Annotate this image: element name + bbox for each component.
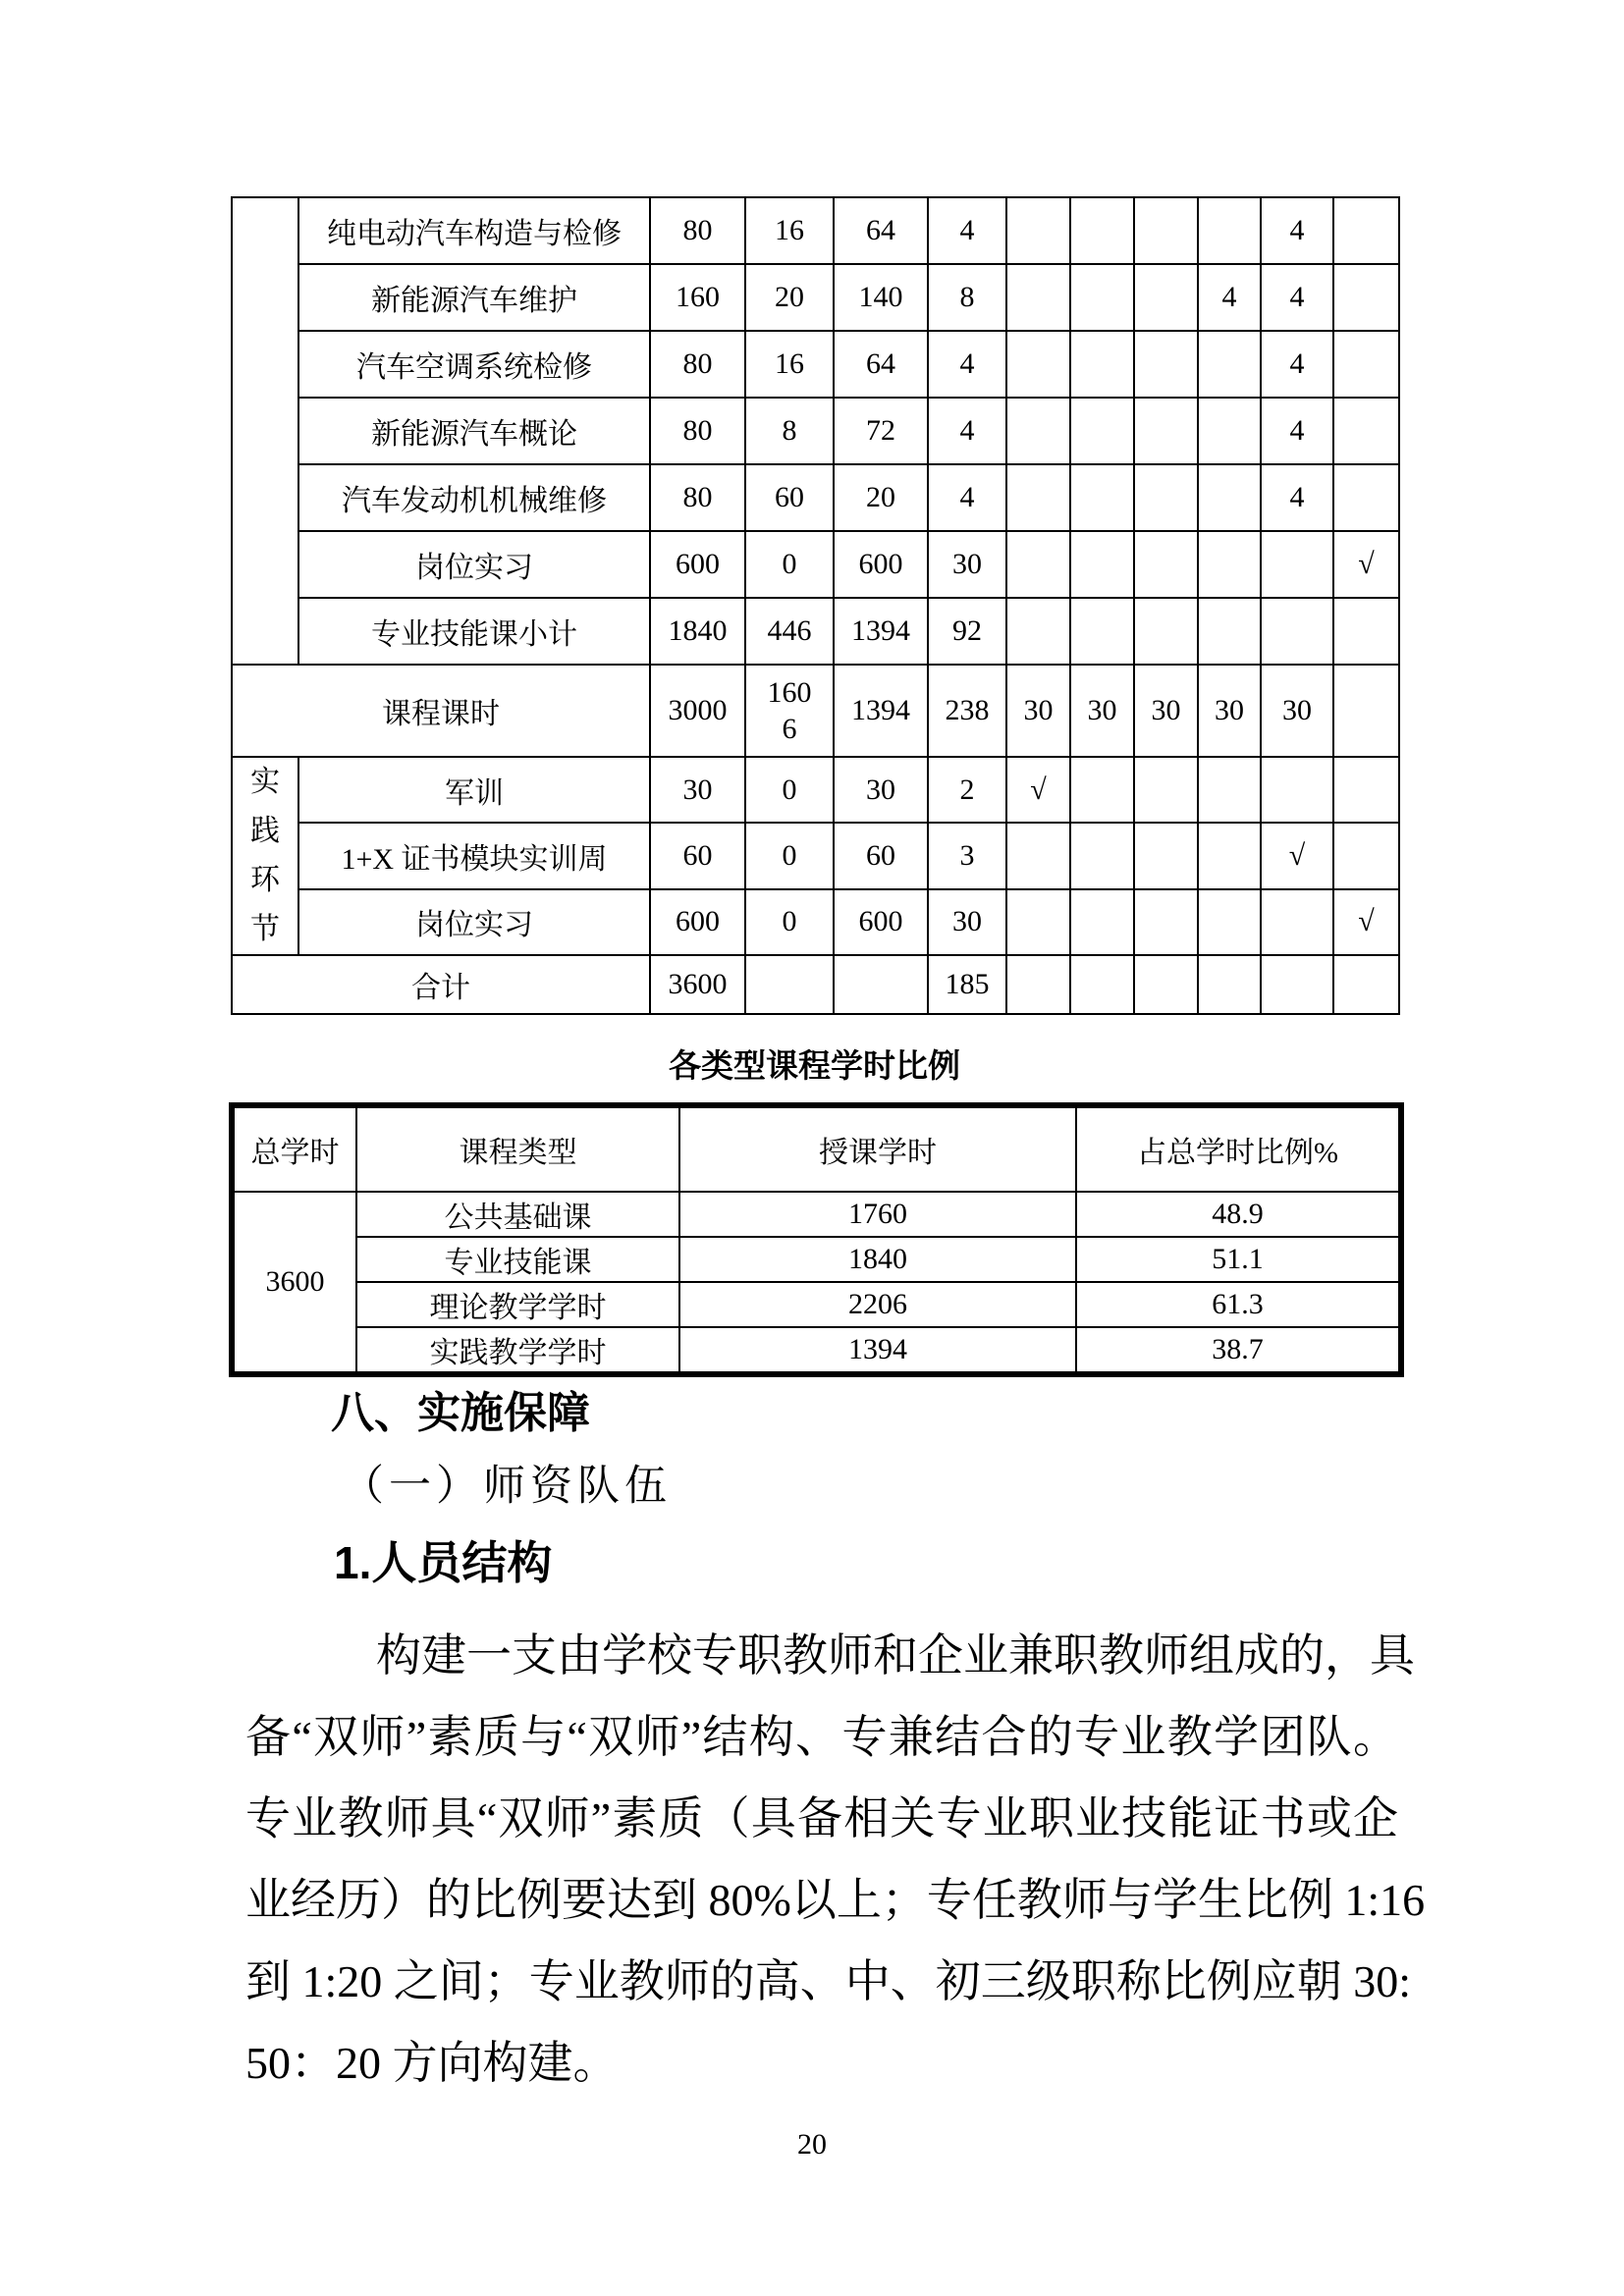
- page-number: 20: [797, 2128, 827, 2161]
- value-cell: 64: [834, 197, 928, 264]
- value-cell: [1198, 531, 1261, 598]
- value-cell: 600: [650, 531, 745, 598]
- value-cell: [1134, 889, 1198, 955]
- table-row: [232, 1282, 1401, 1327]
- value-cell: 600: [834, 531, 928, 598]
- table-row: [232, 889, 1399, 955]
- hours-cell: 1840: [679, 1237, 1076, 1282]
- value-cell: 20: [834, 464, 928, 531]
- value-cell: 0: [745, 531, 834, 598]
- value-cell: [1198, 331, 1261, 398]
- value-cell: 600: [650, 889, 745, 955]
- value-cell: [1070, 264, 1134, 331]
- curriculum-table-body: [232, 197, 1399, 1014]
- value-cell: [1070, 331, 1134, 398]
- value-cell: [1198, 464, 1261, 531]
- value-cell: [1134, 531, 1198, 598]
- value-cell: 4: [928, 464, 1006, 531]
- value-cell: 30: [650, 757, 745, 823]
- paragraph-line: 备“双师”素质与“双师”结构、专兼结合的专业教学团队。: [245, 1712, 1398, 1762]
- table-row: [232, 1327, 1401, 1374]
- course-name-cell: 合计: [232, 955, 650, 1014]
- header-percentage: 占总学时比例%: [1076, 1105, 1401, 1192]
- value-cell: 8: [928, 264, 1006, 331]
- course-name-cell: 专业技能课小计: [298, 598, 650, 665]
- table-row: [232, 464, 1399, 531]
- value-cell: [1070, 889, 1134, 955]
- table-row: [232, 331, 1399, 398]
- total-hours-cell: 3600: [232, 1192, 356, 1374]
- value-cell: [1134, 955, 1198, 1014]
- table-row: [232, 665, 1399, 757]
- checkmark-cell: √: [1333, 531, 1399, 598]
- value-cell: 4: [1261, 331, 1333, 398]
- value-cell: [1134, 823, 1198, 888]
- value-cell: 30: [1006, 665, 1070, 757]
- value-cell: [1261, 531, 1333, 598]
- value-cell: 3600: [650, 955, 745, 1014]
- value-cell: [1198, 757, 1261, 823]
- course-name-cell: 课程课时: [232, 665, 650, 757]
- hours-cell: 1394: [679, 1327, 1076, 1374]
- hours-cell: 1760: [679, 1192, 1076, 1237]
- value-cell: [1198, 598, 1261, 665]
- value-cell: 60: [650, 823, 745, 888]
- value-cell: [1333, 823, 1399, 888]
- course-type-cell: 实践教学学时: [356, 1327, 679, 1374]
- checkmark-cell: √: [1006, 757, 1070, 823]
- value-cell: [1333, 665, 1399, 757]
- value-cell: [1333, 331, 1399, 398]
- value-cell: [1198, 398, 1261, 464]
- table-row: [232, 823, 1399, 888]
- value-cell: 80: [650, 197, 745, 264]
- category-cell: [232, 757, 298, 955]
- ratio-table-title: 各类型课程学时比例: [669, 1047, 960, 1084]
- table-row: [232, 757, 1399, 823]
- value-cell: 0: [745, 757, 834, 823]
- value-cell: 30: [834, 757, 928, 823]
- paragraph-line: 到 1:20 之间；专业教师的高、中、初三级职称比例应朝 30:: [245, 1956, 1412, 2006]
- value-cell: 4: [1261, 197, 1333, 264]
- course-name-cell: 汽车发动机机械维修: [298, 464, 650, 531]
- hour-ratio-table: [229, 1102, 1404, 1377]
- value-cell: 238: [928, 665, 1006, 757]
- table-header-row: [232, 1105, 1401, 1192]
- value-cell: [1333, 464, 1399, 531]
- value-cell: 80: [650, 398, 745, 464]
- value-cell: 3: [928, 823, 1006, 888]
- table-row: [232, 1192, 1401, 1237]
- checkmark-cell: √: [1261, 823, 1333, 888]
- value-cell: 30: [1198, 665, 1261, 757]
- value-cell: [1333, 757, 1399, 823]
- value-cell: 20: [745, 264, 834, 331]
- value-cell: [834, 955, 928, 1014]
- value-cell: [1070, 598, 1134, 665]
- curriculum-hours-table: [231, 196, 1400, 1015]
- value-cell: 600: [834, 889, 928, 955]
- value-cell: [1134, 398, 1198, 464]
- value-cell: [1333, 955, 1399, 1014]
- value-cell: [1006, 464, 1070, 531]
- value-cell: 4: [1198, 264, 1261, 331]
- value-cell: 16: [745, 331, 834, 398]
- value-cell: [1261, 955, 1333, 1014]
- value-cell: 72: [834, 398, 928, 464]
- table-row: [232, 531, 1399, 598]
- category-cell: [232, 197, 298, 665]
- value-cell: 446: [745, 598, 834, 665]
- course-name-cell: 军训: [298, 757, 650, 823]
- header-total-hours: 总学时: [232, 1105, 356, 1192]
- value-cell: [1070, 464, 1134, 531]
- value-cell: [1134, 464, 1198, 531]
- course-name-cell: 新能源汽车概论: [298, 398, 650, 464]
- value-cell: 60: [834, 823, 928, 888]
- paragraph-line: 构建一支由学校专职教师和企业兼职教师组成的，具: [376, 1630, 1415, 1681]
- paragraph-line: 业经历）的比例要达到 80%以上；专任教师与学生比例 1:16: [245, 1875, 1426, 1925]
- value-cell: [1261, 889, 1333, 955]
- value-cell: [1006, 197, 1070, 264]
- course-name-cell: 汽车空调系统检修: [298, 331, 650, 398]
- value-cell: [1006, 264, 1070, 331]
- value-cell: [1070, 398, 1134, 464]
- value-cell: [1006, 331, 1070, 398]
- value-cell: [1261, 598, 1333, 665]
- value-cell: [1134, 331, 1198, 398]
- subsection-heading-personnel-structure: 1.人员结构: [334, 1537, 553, 1588]
- value-cell: 0: [745, 823, 834, 888]
- table-row: [232, 398, 1399, 464]
- value-cell: [1070, 823, 1134, 888]
- value-cell: 60: [745, 464, 834, 531]
- value-cell: 185: [928, 955, 1006, 1014]
- value-cell: 80: [650, 464, 745, 531]
- course-name-cell: 岗位实习: [298, 531, 650, 598]
- value-cell: 16: [745, 197, 834, 264]
- value-cell: 2: [928, 757, 1006, 823]
- value-cell: [1006, 598, 1070, 665]
- value-cell: 0: [745, 889, 834, 955]
- value-cell: [1006, 531, 1070, 598]
- subsection-heading-teaching-staff: （一）师资队伍: [342, 1464, 672, 1510]
- course-type-cell: 公共基础课: [356, 1192, 679, 1237]
- value-cell: 4: [1261, 264, 1333, 331]
- value-cell: [1134, 757, 1198, 823]
- table-row: [232, 598, 1399, 665]
- header-course-type: 课程类型: [356, 1105, 679, 1192]
- section-heading-implementation-guarantee: 八、实施保障: [331, 1389, 590, 1437]
- table-row: [232, 264, 1399, 331]
- percent-cell: 61.3: [1076, 1282, 1401, 1327]
- value-cell: 1840: [650, 598, 745, 665]
- value-cell: 4: [1261, 398, 1333, 464]
- value-cell: 1394: [834, 598, 928, 665]
- table-row: [232, 955, 1399, 1014]
- value-cell: [1006, 823, 1070, 888]
- table-row: [232, 197, 1399, 264]
- value-cell: 1394: [834, 665, 928, 757]
- course-name-cell: 1+X 证书模块实训周: [298, 823, 650, 888]
- value-cell: 80: [650, 331, 745, 398]
- value-cell: 30: [928, 531, 1006, 598]
- percent-cell: 38.7: [1076, 1327, 1401, 1374]
- value-cell: 4: [928, 331, 1006, 398]
- value-cell: 160: [650, 264, 745, 331]
- value-cell: [1333, 598, 1399, 665]
- value-cell: [1070, 197, 1134, 264]
- value-cell: [1333, 264, 1399, 331]
- value-cell: 92: [928, 598, 1006, 665]
- body-paragraph: [245, 1615, 1426, 2104]
- value-cell: [1006, 889, 1070, 955]
- value-cell: 8: [745, 398, 834, 464]
- value-cell: 30: [1261, 665, 1333, 757]
- value-cell: [1134, 197, 1198, 264]
- value-cell: 30: [1070, 665, 1134, 757]
- value-cell: 64: [834, 331, 928, 398]
- course-name-cell: 新能源汽车维护: [298, 264, 650, 331]
- course-type-cell: 专业技能课: [356, 1237, 679, 1282]
- value-cell: 4: [1261, 464, 1333, 531]
- value-cell: [1198, 197, 1261, 264]
- value-cell: [1070, 757, 1134, 823]
- checkmark-cell: √: [1333, 889, 1399, 955]
- value-cell: [1134, 264, 1198, 331]
- course-name-cell: 纯电动汽车构造与检修: [298, 197, 650, 264]
- header-taught-hours: 授课学时: [679, 1105, 1076, 1192]
- value-cell: [1261, 757, 1333, 823]
- vertical-category-label: 实践环节: [250, 766, 280, 945]
- value-cell: 30: [928, 889, 1006, 955]
- paragraph-line: 专业教师具“双师”素质（具备相关专业职业技能证书或企: [245, 1793, 1398, 1843]
- hours-cell: 2206: [679, 1282, 1076, 1327]
- course-name-cell: 岗位实习: [298, 889, 650, 955]
- value-cell: [1134, 598, 1198, 665]
- percent-cell: 48.9: [1076, 1192, 1401, 1237]
- value-cell: [1006, 955, 1070, 1014]
- value-cell: [1198, 889, 1261, 955]
- paragraph-line: 50：20 方向构建。: [245, 2038, 619, 2088]
- value-cell: 4: [928, 197, 1006, 264]
- value-cell: [1070, 531, 1134, 598]
- value-cell: [1006, 398, 1070, 464]
- value-cell: [745, 955, 834, 1014]
- value-cell: 30: [1134, 665, 1198, 757]
- value-cell: [1198, 955, 1261, 1014]
- value-cell: [1070, 955, 1134, 1014]
- table-row: [232, 1237, 1401, 1282]
- course-type-cell: 理论教学学时: [356, 1282, 679, 1327]
- value-cell: 140: [834, 264, 928, 331]
- value-cell: 3000: [650, 665, 745, 757]
- value-cell: [1333, 197, 1399, 264]
- value-cell: 4: [928, 398, 1006, 464]
- percent-cell: 51.1: [1076, 1237, 1401, 1282]
- value-cell: [1333, 398, 1399, 464]
- value-cell: 1606: [745, 665, 834, 757]
- value-cell: [1198, 823, 1261, 888]
